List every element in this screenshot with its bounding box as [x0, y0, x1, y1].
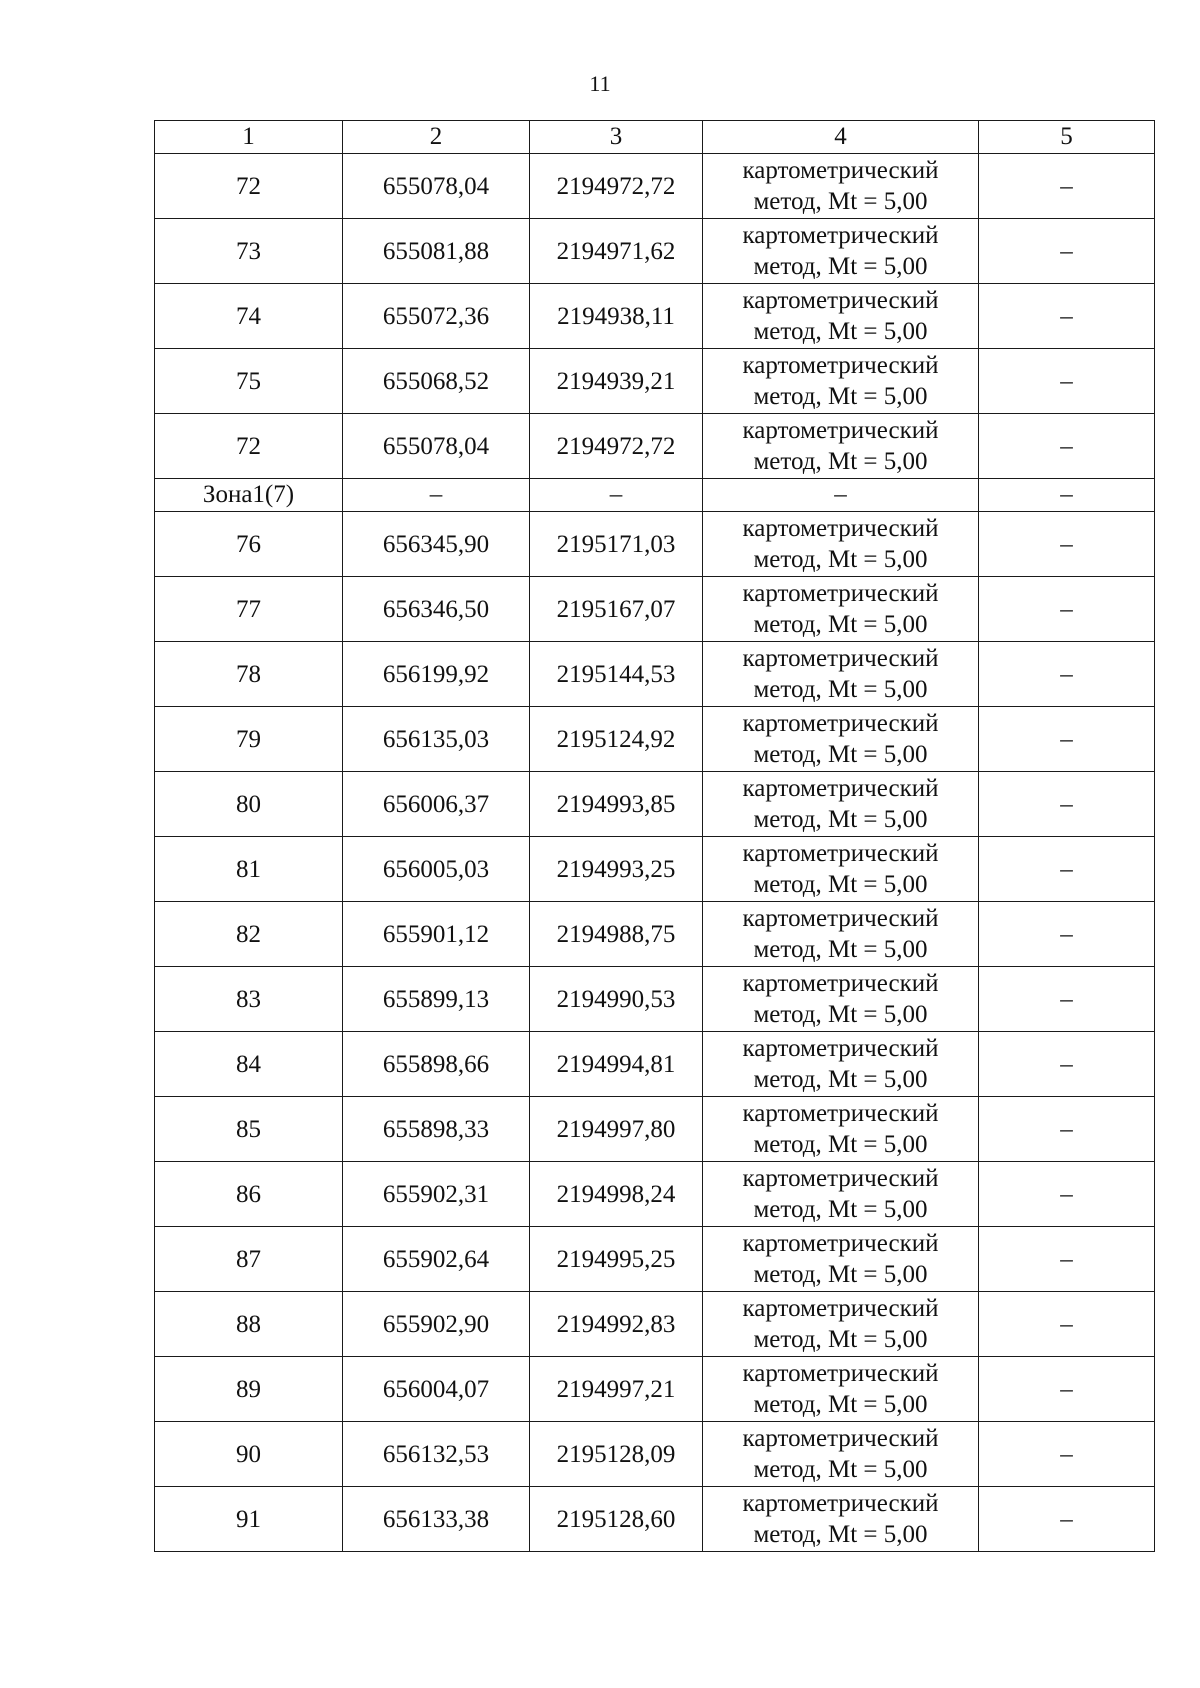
method-line-2: метод, Mt = 5,00	[753, 1196, 928, 1223]
table-row	[155, 154, 1155, 219]
note-cell: –	[979, 967, 1155, 1032]
table-row	[155, 642, 1155, 707]
method-line-1: картометрический	[742, 840, 939, 867]
method-line-2: метод, Mt = 5,00	[753, 611, 928, 638]
coord-y: 2195128,60	[530, 1487, 703, 1552]
note-cell: –	[979, 154, 1155, 219]
table-row	[155, 707, 1155, 772]
note-cell: –	[979, 1227, 1155, 1292]
coord-y: 2194993,25	[530, 837, 703, 902]
table-row	[155, 577, 1155, 642]
method-cell	[703, 707, 979, 772]
coord-y: 2194993,85	[530, 772, 703, 837]
note-cell: –	[979, 349, 1155, 414]
method-cell	[703, 284, 979, 349]
method-line-2: метод, Mt = 5,00	[753, 188, 928, 215]
method-cell	[703, 1357, 979, 1422]
method-line-2: метод, Mt = 5,00	[753, 318, 928, 345]
method-line-2: метод, Mt = 5,00	[753, 741, 928, 768]
table-row	[155, 219, 1155, 284]
point-number: 91	[155, 1487, 343, 1552]
point-number: 82	[155, 902, 343, 967]
note-cell: –	[979, 1422, 1155, 1487]
table-row	[155, 1162, 1155, 1227]
table-row	[155, 1422, 1155, 1487]
coord-y: 2194997,21	[530, 1357, 703, 1422]
method-cell	[703, 1292, 979, 1357]
coord-y: 2194992,83	[530, 1292, 703, 1357]
method-line-2: метод, Mt = 5,00	[753, 676, 928, 703]
coord-y: 2194971,62	[530, 219, 703, 284]
point-number: 78	[155, 642, 343, 707]
method-cell	[703, 1162, 979, 1227]
point-number: 72	[155, 414, 343, 479]
method-line-2: метод, Mt = 5,00	[753, 253, 928, 280]
table-row	[155, 772, 1155, 837]
dash-cell: –	[703, 479, 979, 512]
coord-y: 2194990,53	[530, 967, 703, 1032]
method-line-2: метод, Mt = 5,00	[753, 1326, 928, 1353]
method-line-1: картометрический	[742, 1490, 939, 1517]
table-body	[155, 154, 1155, 1552]
coord-x: 656132,53	[343, 1422, 530, 1487]
method-line-2: метод, Mt = 5,00	[753, 936, 928, 963]
table-row	[155, 1292, 1155, 1357]
method-cell	[703, 772, 979, 837]
method-cell	[703, 512, 979, 577]
point-number: 72	[155, 154, 343, 219]
coord-x: 655081,88	[343, 219, 530, 284]
method-cell	[703, 1487, 979, 1552]
note-cell: –	[979, 1032, 1155, 1097]
method-line-1: картометрический	[742, 417, 939, 444]
coord-x: 656005,03	[343, 837, 530, 902]
method-cell	[703, 1032, 979, 1097]
point-number: 88	[155, 1292, 343, 1357]
coord-x: 656199,92	[343, 642, 530, 707]
coord-x: 655902,64	[343, 1227, 530, 1292]
point-number: 76	[155, 512, 343, 577]
note-cell: –	[979, 1292, 1155, 1357]
note-cell: –	[979, 902, 1155, 967]
table-row	[155, 414, 1155, 479]
method-line-1: картометрический	[742, 580, 939, 607]
point-number: 80	[155, 772, 343, 837]
method-line-1: картометрический	[742, 1295, 939, 1322]
coord-y: 2194994,81	[530, 1032, 703, 1097]
dash-cell: –	[343, 479, 530, 512]
coord-x: 655898,33	[343, 1097, 530, 1162]
note-cell: –	[979, 512, 1155, 577]
coord-y: 2195128,09	[530, 1422, 703, 1487]
method-line-2: метод, Mt = 5,00	[753, 1521, 928, 1548]
point-number: 86	[155, 1162, 343, 1227]
coord-x: 655901,12	[343, 902, 530, 967]
method-line-2: метод, Mt = 5,00	[753, 1261, 928, 1288]
coord-y: 2195144,53	[530, 642, 703, 707]
point-number: 89	[155, 1357, 343, 1422]
method-line-2: метод, Mt = 5,00	[753, 871, 928, 898]
method-line-2: метод, Mt = 5,00	[753, 806, 928, 833]
point-number: 90	[155, 1422, 343, 1487]
method-line-1: картометрический	[742, 515, 939, 542]
coord-y: 2194972,72	[530, 154, 703, 219]
method-line-1: картометрический	[742, 1230, 939, 1257]
header-col-1: 1	[155, 121, 343, 154]
header-col-2: 2	[343, 121, 530, 154]
method-line-1: картометрический	[742, 1360, 939, 1387]
header-row	[155, 121, 1155, 154]
dash-cell: –	[530, 479, 703, 512]
coord-x: 655898,66	[343, 1032, 530, 1097]
method-line-2: метод, Mt = 5,00	[753, 383, 928, 410]
coord-x: 655078,04	[343, 154, 530, 219]
point-number: 75	[155, 349, 343, 414]
note-cell: –	[979, 707, 1155, 772]
coord-x: 655078,04	[343, 414, 530, 479]
header-col-5: 5	[979, 121, 1155, 154]
method-cell	[703, 414, 979, 479]
method-cell	[703, 219, 979, 284]
method-cell	[703, 642, 979, 707]
header-col-3: 3	[530, 121, 703, 154]
zone-row	[155, 479, 1155, 512]
point-number: 77	[155, 577, 343, 642]
note-cell: –	[979, 414, 1155, 479]
table-row	[155, 837, 1155, 902]
note-cell: –	[979, 837, 1155, 902]
dash-cell: –	[979, 479, 1155, 512]
method-cell	[703, 967, 979, 1032]
coord-x: 655902,31	[343, 1162, 530, 1227]
table-header	[155, 121, 1155, 154]
point-number: 83	[155, 967, 343, 1032]
point-number: 87	[155, 1227, 343, 1292]
note-cell: –	[979, 772, 1155, 837]
point-number: 74	[155, 284, 343, 349]
table-row	[155, 1032, 1155, 1097]
method-line-2: метод, Mt = 5,00	[753, 546, 928, 573]
method-line-2: метод, Mt = 5,00	[753, 1001, 928, 1028]
coord-x: 655902,90	[343, 1292, 530, 1357]
method-line-1: картометрический	[742, 222, 939, 249]
coord-x: 655899,13	[343, 967, 530, 1032]
header-col-4: 4	[703, 121, 979, 154]
note-cell: –	[979, 1097, 1155, 1162]
method-cell	[703, 577, 979, 642]
coord-x: 656004,07	[343, 1357, 530, 1422]
method-cell	[703, 154, 979, 219]
method-line-1: картометрический	[742, 905, 939, 932]
table-row	[155, 284, 1155, 349]
table-row	[155, 1097, 1155, 1162]
zone-label: Зона1(7)	[155, 479, 343, 512]
method-cell	[703, 837, 979, 902]
note-cell: –	[979, 284, 1155, 349]
point-number: 84	[155, 1032, 343, 1097]
note-cell: –	[979, 219, 1155, 284]
note-cell: –	[979, 1487, 1155, 1552]
coord-y: 2194995,25	[530, 1227, 703, 1292]
note-cell: –	[979, 1357, 1155, 1422]
coord-y: 2194998,24	[530, 1162, 703, 1227]
method-line-1: картометрический	[742, 1035, 939, 1062]
coord-y: 2194988,75	[530, 902, 703, 967]
table-row	[155, 1357, 1155, 1422]
method-line-2: метод, Mt = 5,00	[753, 1131, 928, 1158]
coord-x: 655068,52	[343, 349, 530, 414]
note-cell: –	[979, 642, 1155, 707]
method-cell	[703, 349, 979, 414]
point-number: 73	[155, 219, 343, 284]
coord-y: 2194972,72	[530, 414, 703, 479]
method-line-2: метод, Mt = 5,00	[753, 1066, 928, 1093]
table-row	[155, 1487, 1155, 1552]
coord-y: 2194939,21	[530, 349, 703, 414]
point-number: 79	[155, 707, 343, 772]
method-line-1: картометрический	[742, 970, 939, 997]
coord-y: 2195171,03	[530, 512, 703, 577]
method-line-1: картометрический	[742, 1425, 939, 1452]
note-cell: –	[979, 1162, 1155, 1227]
coordinates-table	[154, 120, 1155, 1552]
coord-x: 656135,03	[343, 707, 530, 772]
method-line-2: метод, Mt = 5,00	[753, 1391, 928, 1418]
method-line-2: метод, Mt = 5,00	[753, 448, 928, 475]
method-line-1: картометрический	[742, 352, 939, 379]
method-line-2: метод, Mt = 5,00	[753, 1456, 928, 1483]
method-line-1: картометрический	[742, 1100, 939, 1127]
method-line-1: картометрический	[742, 1165, 939, 1192]
table-row	[155, 967, 1155, 1032]
method-line-1: картометрический	[742, 645, 939, 672]
coord-x: 656345,90	[343, 512, 530, 577]
coord-y: 2195167,07	[530, 577, 703, 642]
method-line-1: картометрический	[742, 710, 939, 737]
method-line-1: картометрический	[742, 157, 939, 184]
coord-x: 656346,50	[343, 577, 530, 642]
table-row	[155, 349, 1155, 414]
coord-y: 2194938,11	[530, 284, 703, 349]
coord-x: 656133,38	[343, 1487, 530, 1552]
coord-y: 2194997,80	[530, 1097, 703, 1162]
point-number: 85	[155, 1097, 343, 1162]
table-row	[155, 902, 1155, 967]
coord-x: 656006,37	[343, 772, 530, 837]
point-number: 81	[155, 837, 343, 902]
method-line-1: картометрический	[742, 287, 939, 314]
page-number: 11	[589, 71, 611, 96]
note-cell: –	[979, 577, 1155, 642]
method-cell	[703, 1227, 979, 1292]
coord-x: 655072,36	[343, 284, 530, 349]
method-line-1: картометрический	[742, 775, 939, 802]
table-row	[155, 512, 1155, 577]
coord-y: 2195124,92	[530, 707, 703, 772]
method-cell	[703, 1097, 979, 1162]
table-row	[155, 1227, 1155, 1292]
method-cell	[703, 902, 979, 967]
method-cell	[703, 1422, 979, 1487]
